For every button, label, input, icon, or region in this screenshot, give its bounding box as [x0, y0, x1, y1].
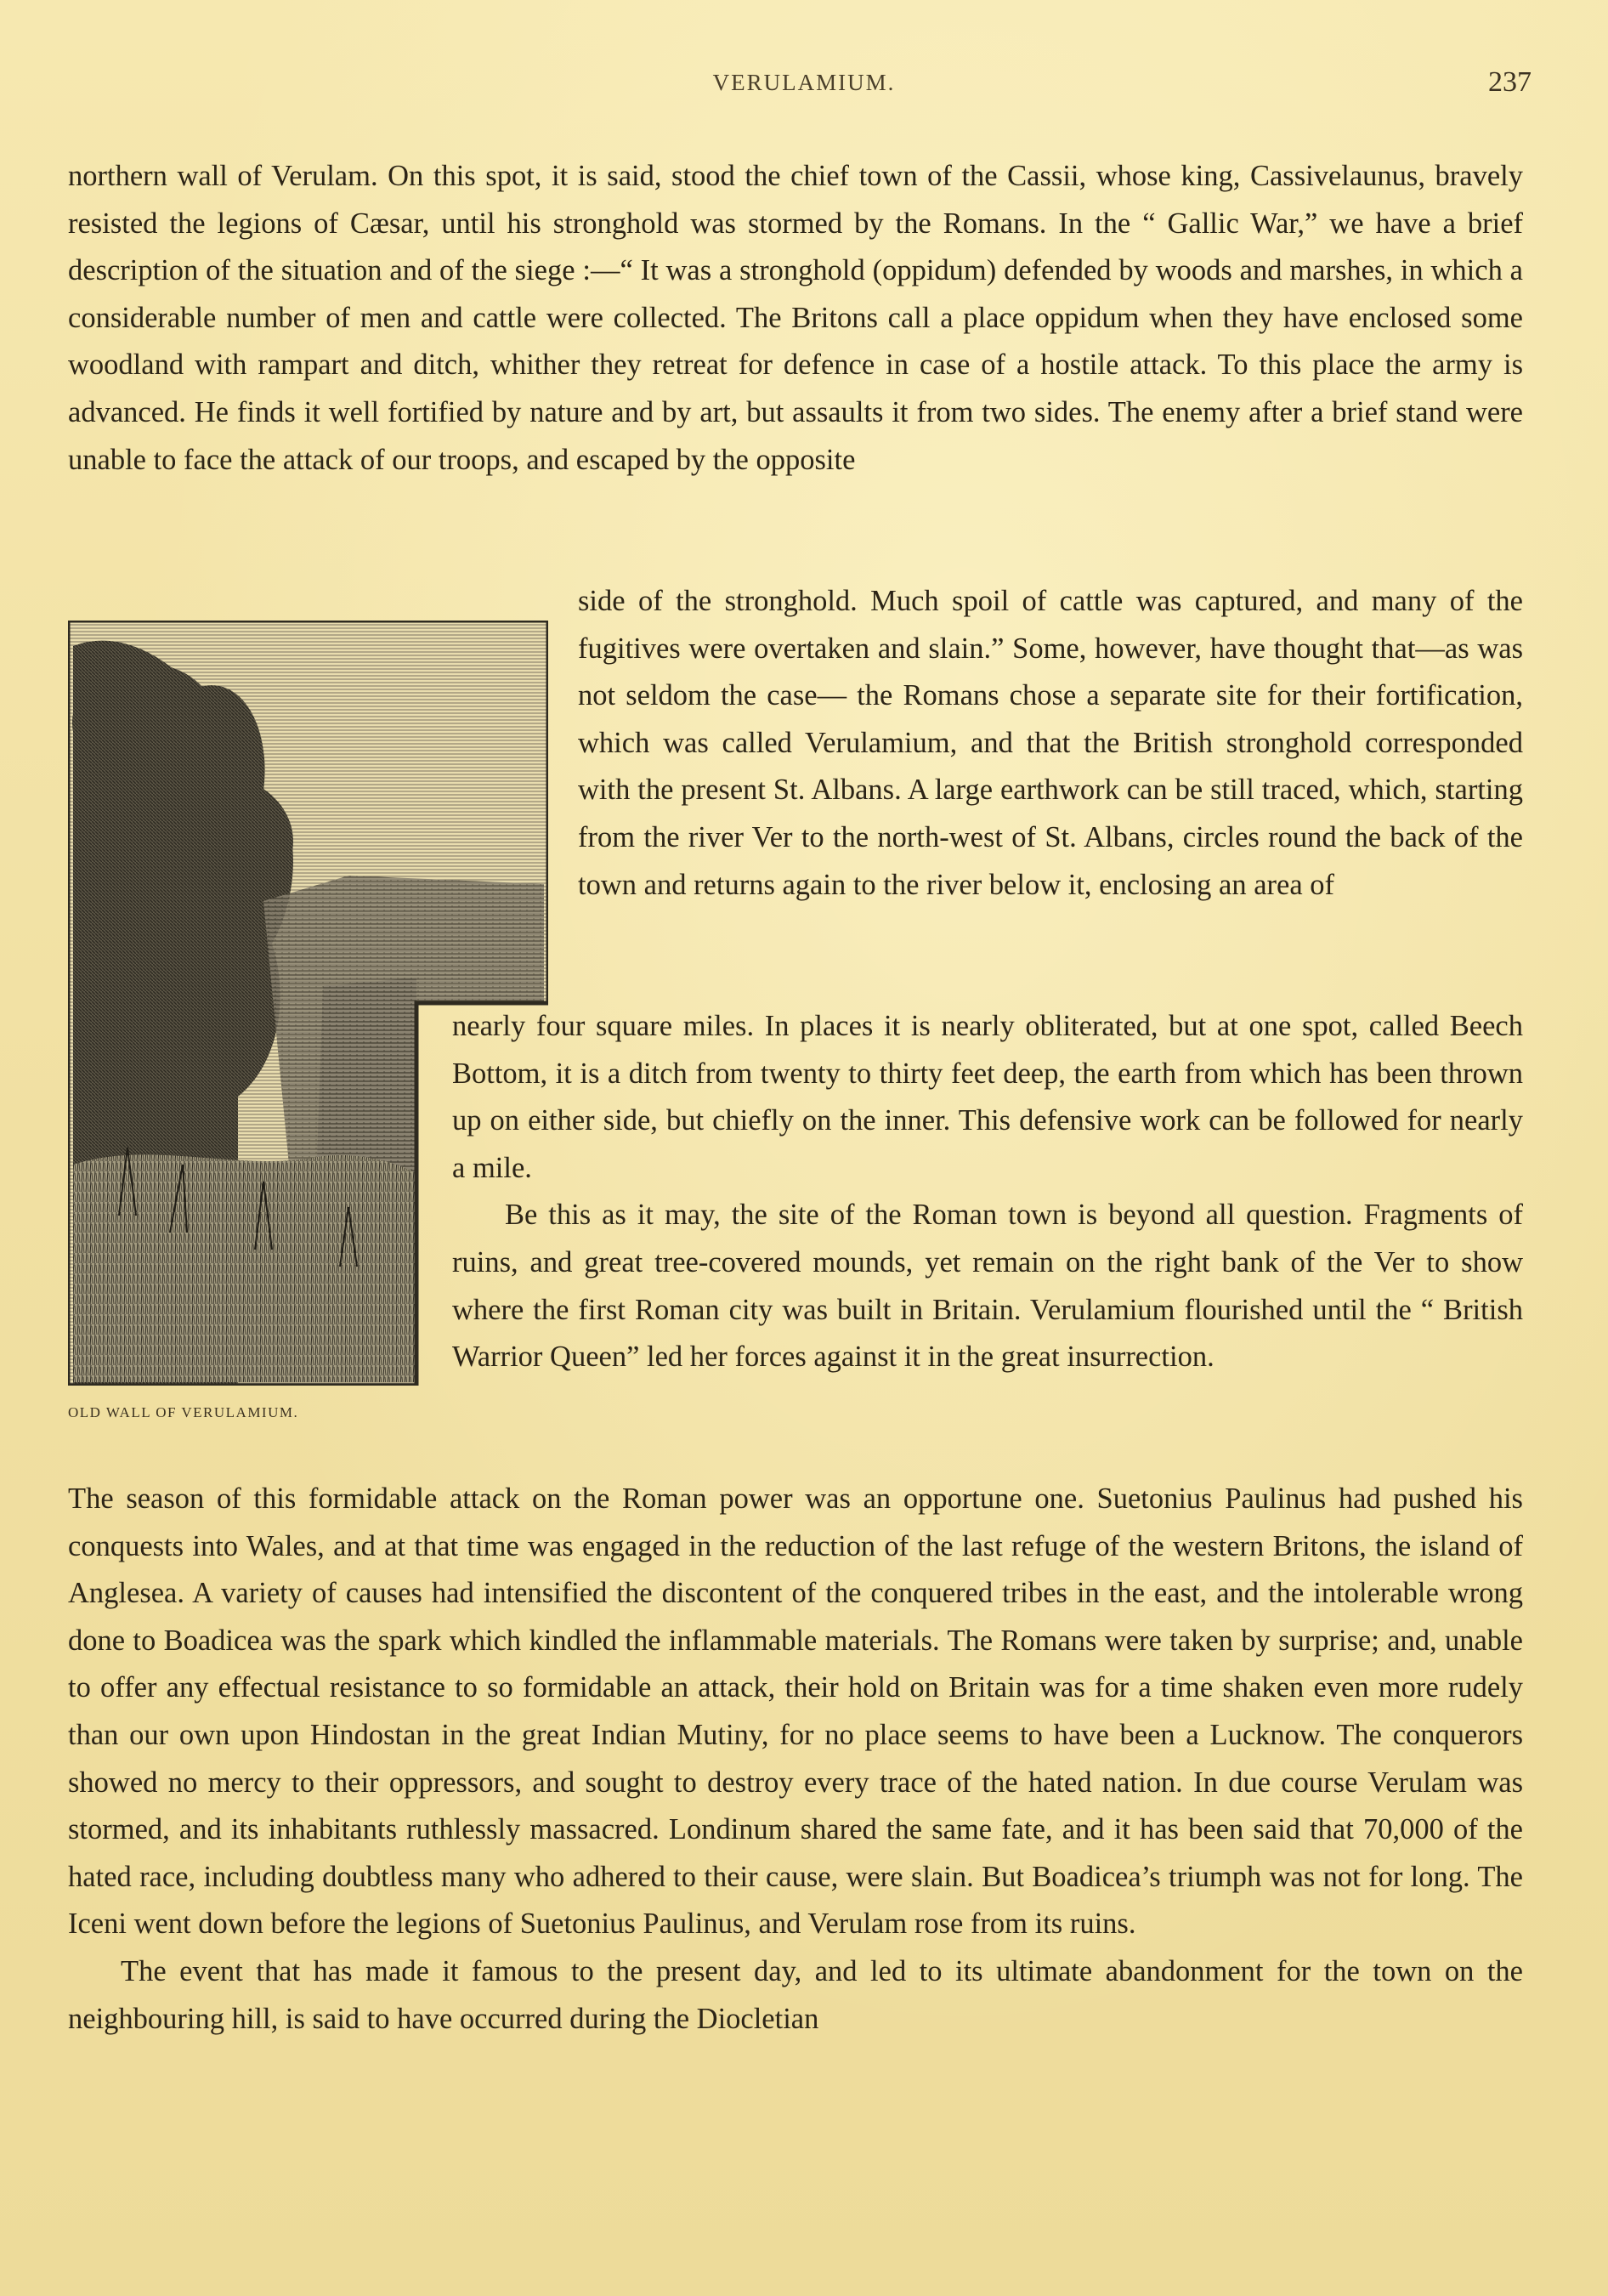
paragraph-bottom-2: The event that has made it famous to the present day, and led to its ultimate abandonment for the town on the neighbouring hill, is said to have occurred during the Diocletian	[68, 1954, 1523, 2035]
text-block-right-upper	[578, 578, 1523, 909]
paragraph-right-lower-1: nearly four square miles. In places it is nearly obliterated, but at one spot, called Beech Bottom, it is a ditch from twenty to thirty feet deep, the earth from which has been thrown up on either side, but chiefly on the inner. This defensive work can be followed for nearly a mile.	[452, 1010, 1523, 1184]
running-title: VERULAMIUM.	[712, 70, 896, 95]
text-block-top	[68, 153, 1523, 484]
running-head	[0, 66, 1608, 104]
paragraph-right-upper: side of the stronghold. Much spoil of cattle was captured, and many of the fugitives were overtaken and slain.” Some, however, have thought that—as was not seldom the case— the Romans chose a separate site for their fortification, which was called Verulamium, and that the British stronghold corresponded with the present St. Albans. A large earthwork can be still traced, which, starting from the river Ver to the north-west of St. Albans, circles round the back of the town and returns again to the river below it, enclosing an area of	[578, 585, 1523, 901]
text-block-bottom	[68, 1476, 1523, 2043]
page-number: 237	[1488, 66, 1532, 98]
figure-caption: OLD WALL OF VERULAMIUM.	[68, 1404, 299, 1420]
paragraph-bottom-1: The season of this formidable attack on the Roman power was an opportune one. Suetonius Paulinus had pushed his conquests into Wales, and at that time was engaged in the reduction of the last refuge of the western Britons, the island of Anglesea. A variety of causes had intensified the discontent of the conquered tribes in the east, and the intolerable wrong done to Boadicea was the spark which kindled the inflammable materials. The Romans were taken by surprise; and, unable to offer any effectual resistance to so formidable an attack, their hold on Britain was for a time shaken even more rudely than our own upon Hindostan in the great Indian Mutiny, for no place seems to have been a Lucknow. The conquerors showed no mercy to their oppressors, and sought to destroy every trace of the hated nation. In due course Verulam was stormed, and its inhabitants ruthlessly massacred. Londinum shared the same fate, and it has been said that 70,000 of the hated race, including doubtless many who adhered to their cause, were slain. But Boadicea’s triumph was not for long. The Iceni went down before the legions of Suetonius Paulinus, and Verulam rose from its ruins.	[68, 1482, 1523, 1941]
paragraph-top: northern wall of Verulam. On this spot, it is said, stood the chief town of the Cassii, whose king, Cassivelaunus, bravely resisted the legions of Cæsar, until his stronghold was stormed by the Romans. In the “ Gallic War,” we have a brief description of the situation and of the siege :—“ It was a stronghold (oppidum) defended by woods and marshes, in which a considerable number of men and cattle were collected. The Britons call a place oppidum when they have enclosed some woodland with rampart and ditch, whither they retreat for defence in case of a hostile attack. To this place the army is advanced. He finds it well fortified by nature and by art, but assaults it from two sides. The enemy after a brief stand were unable to face the attack of our troops, and escaped by the opposite	[68, 160, 1523, 476]
text-block-right-lower	[452, 1003, 1523, 1381]
paragraph-right-lower-2: Be this as it may, the site of the Roman town is beyond all question. Fragments of ruins, and great tree-covered mounds, yet remain on the right bank of the Ver to show where the first Roman city was built in Britain. Verulamium flourished until the “ British Warrior Queen” led her forces against it in the great insurrection.	[452, 1199, 1523, 1374]
